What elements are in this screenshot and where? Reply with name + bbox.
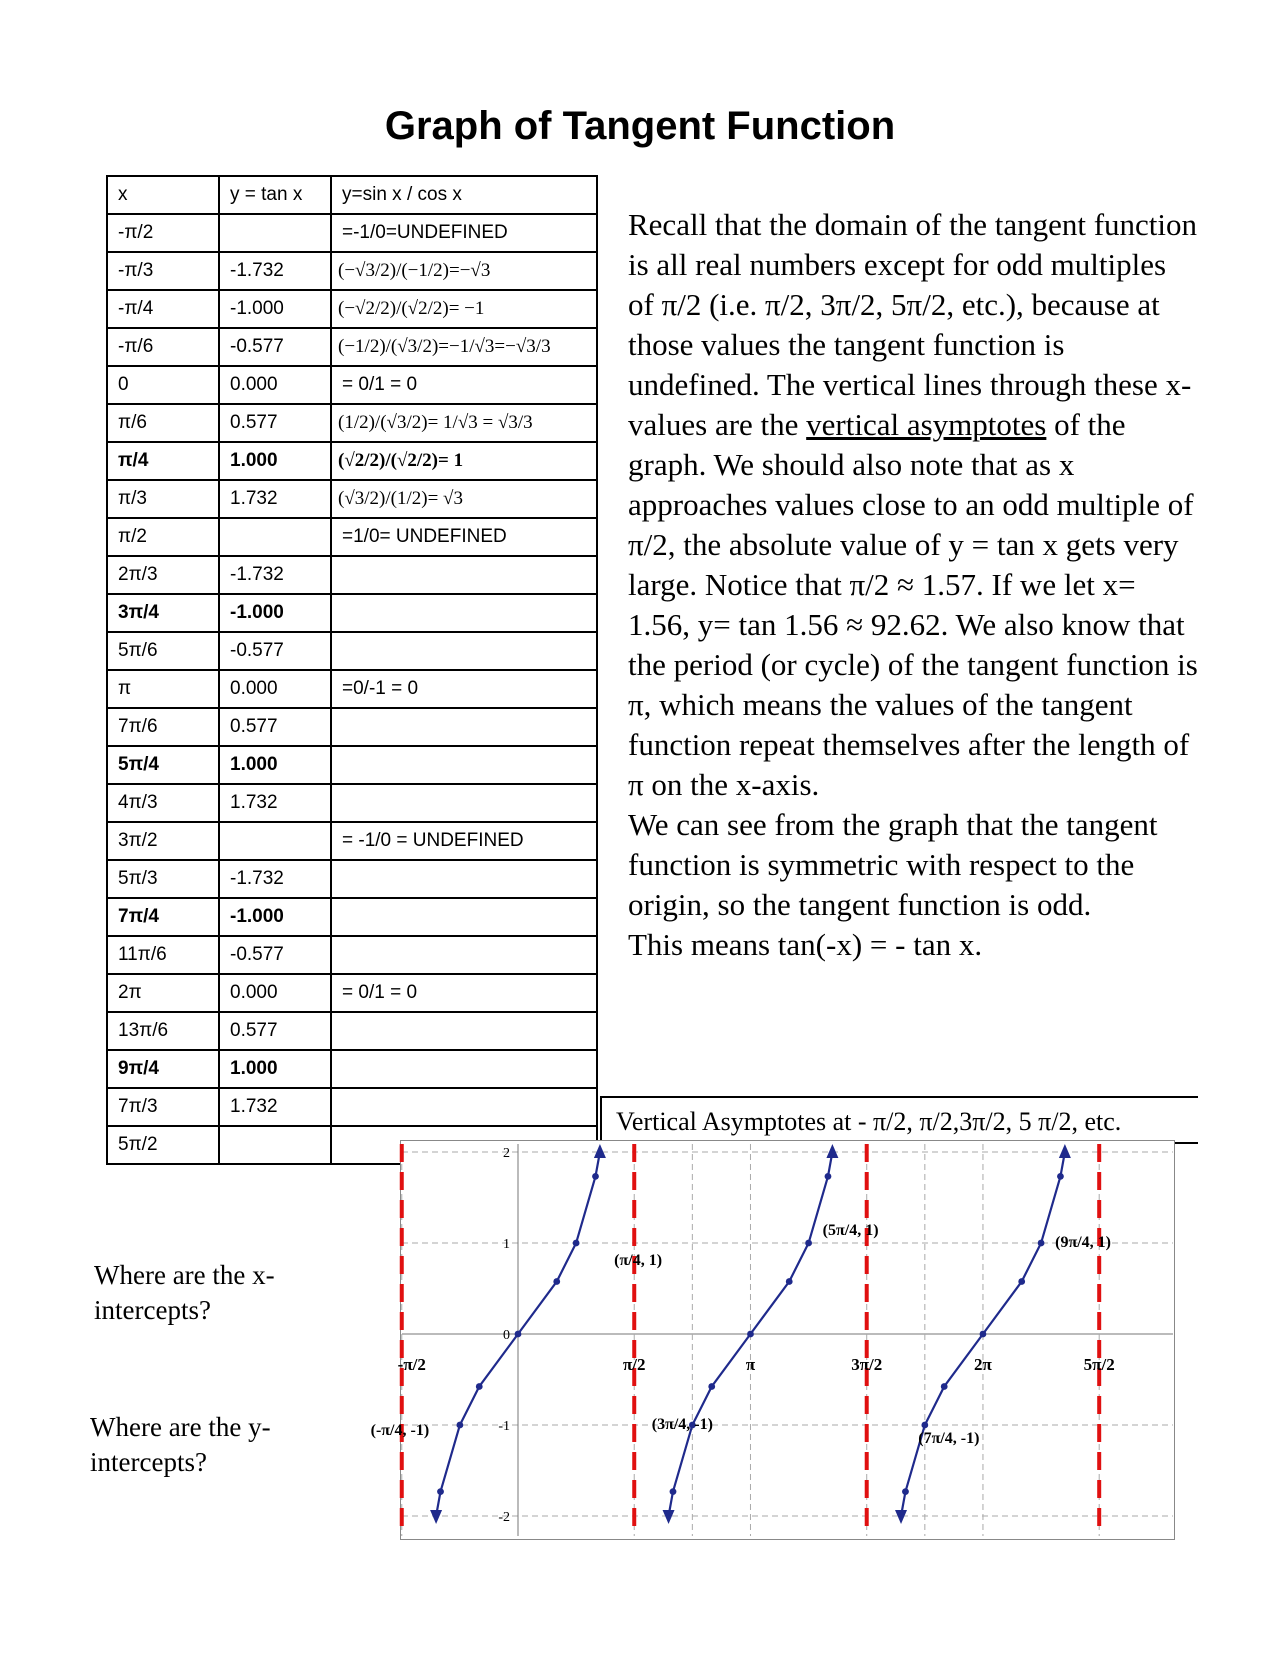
x-tick-label: π/2 (622, 1355, 646, 1374)
y-tick-label: 1 (503, 1237, 510, 1252)
ratio-cell (331, 1012, 597, 1050)
ratio-cell: = 0/1 = 0 (331, 366, 597, 404)
x-cell: 5π/6 (107, 632, 219, 670)
data-point (573, 1240, 580, 1247)
table-header-cell: y=sin x / cos x (331, 176, 597, 214)
table-header-cell: x (107, 176, 219, 214)
x-cell: 2π/3 (107, 556, 219, 594)
tan-cell: 1.000 (219, 1050, 331, 1088)
y-tick-label: 0 (503, 1328, 510, 1343)
x-cell: 2π (107, 974, 219, 1012)
data-point (456, 1422, 463, 1429)
data-point (1018, 1278, 1025, 1285)
x-tick-label: 2π (974, 1355, 992, 1374)
table-row (107, 480, 597, 518)
page-title: Graph of Tangent Function (384, 104, 896, 148)
table-row (107, 632, 597, 670)
point-annotation: (9π/4, 1) (1055, 1234, 1112, 1251)
tan-cell: 1.732 (219, 480, 331, 518)
tan-cell: 1.000 (219, 746, 331, 784)
tan-cell: 0.577 (219, 1012, 331, 1050)
explanation-text (628, 205, 1198, 965)
x-cell: 0 (107, 366, 219, 404)
data-point (515, 1331, 522, 1338)
plot-frame (401, 1141, 1175, 1540)
tan-cell: -1.000 (219, 594, 331, 632)
ratio-cell (331, 556, 597, 594)
tan-cell: -1.000 (219, 290, 331, 328)
table-row (107, 1012, 597, 1050)
tan-cell: 0.000 (219, 366, 331, 404)
tan-cell: -1.732 (219, 252, 331, 290)
tan-cell: 0.000 (219, 670, 331, 708)
ratio-cell: (−√3/2)/(−1/2)=−√3 (331, 252, 597, 290)
ratio-cell: = -1/0 = UNDEFINED (331, 822, 597, 860)
vertical-asymptotes-term: vertical asymptotes (806, 407, 1047, 442)
ratio-cell (331, 898, 597, 936)
paragraph-domain (628, 205, 1198, 805)
point-annotation: (7π/4, -1) (918, 1430, 980, 1447)
table-row (107, 214, 597, 252)
data-point (708, 1383, 715, 1390)
tan-cell: -1.732 (219, 860, 331, 898)
tan-cell: 0.577 (219, 708, 331, 746)
x-cell: -π/2 (107, 214, 219, 252)
table-row (107, 1088, 597, 1126)
ratio-cell: (1/2)/(√3/2)= 1/√3 = √3/3 (331, 404, 597, 442)
table-row (107, 860, 597, 898)
x-tick-label: π (745, 1355, 756, 1374)
point-annotation: (-π/4, -1) (370, 1422, 430, 1439)
data-point (980, 1331, 987, 1338)
table-row (107, 252, 597, 290)
tan-cell (219, 1126, 331, 1164)
tan-cell: 0.000 (219, 974, 331, 1012)
ratio-cell (331, 1088, 597, 1126)
point-annotation: (3π/4, -1) (651, 1416, 713, 1433)
table-row (107, 822, 597, 860)
x-cell: 7π/3 (107, 1088, 219, 1126)
point-annotation: (5π/4, 1) (822, 1222, 879, 1239)
tan-cell: 0.577 (219, 404, 331, 442)
table-row (107, 442, 597, 480)
table-row (107, 328, 597, 366)
ratio-cell (331, 1050, 597, 1088)
tan-cell: -1.732 (219, 556, 331, 594)
table-row (107, 936, 597, 974)
table-row (107, 746, 597, 784)
x-tick-label: -π/2 (397, 1355, 426, 1374)
table-header-cell: y = tan x (219, 176, 331, 214)
x-cell: 7π/4 (107, 898, 219, 936)
x-cell: -π/4 (107, 290, 219, 328)
ratio-cell: (√2/2)/(√2/2)= 1 (331, 442, 597, 480)
point-annotation: (π/4, 1) (614, 1252, 663, 1269)
paragraph-domain-part1: Recall that the domain of the tangent function is all real numbers except for odd multiples of π/2 (i.e. π/2, 3π/2, 5π/2, etc.), because at those values the tangent function is undefined. The vertical lines through these x-values are the (628, 207, 1198, 442)
question-x-intercepts: Where are the x-intercepts? (94, 1260, 275, 1325)
x-cell: π/3 (107, 480, 219, 518)
x-cell: 5π/4 (107, 746, 219, 784)
table-row (107, 594, 597, 632)
y-tick-label: -2 (498, 1510, 510, 1525)
ratio-cell (331, 860, 597, 898)
tan-cell (219, 518, 331, 556)
x-cell: 3π/2 (107, 822, 219, 860)
y-tick-label: 2 (503, 1146, 510, 1161)
tan-cell: -1.000 (219, 898, 331, 936)
x-cell: π (107, 670, 219, 708)
x-tick-label: 5π/2 (1083, 1355, 1115, 1374)
data-point (921, 1422, 928, 1429)
x-cell: -π/3 (107, 252, 219, 290)
ratio-cell (331, 936, 597, 974)
asymptotes-caption: Vertical Asymptotes at - π/2, π/2,3π/2, 5 π/2, etc. (600, 1096, 1198, 1144)
x-cell: π/2 (107, 518, 219, 556)
values-table (106, 175, 598, 1165)
table-row (107, 898, 597, 936)
table-row (107, 366, 597, 404)
x-cell: 9π/4 (107, 1050, 219, 1088)
paragraph-odd: This means tan(-x) = - tan x. (628, 927, 983, 962)
table-header-row (107, 176, 597, 214)
ratio-cell: (−√2/2)/(√2/2)= −1 (331, 290, 597, 328)
table-row (107, 708, 597, 746)
x-cell: -π/6 (107, 328, 219, 366)
ratio-cell (331, 784, 597, 822)
ratio-cell: =-1/0=UNDEFINED (331, 214, 597, 252)
paragraph-symmetry: We can see from the graph that the tangent function is symmetric with respect to the origin, so the tangent function is odd. (628, 807, 1158, 922)
tan-cell: 1.000 (219, 442, 331, 480)
data-point (786, 1278, 793, 1285)
x-cell: 7π/6 (107, 708, 219, 746)
ratio-cell: (−1/2)/(√3/2)=−1/√3=−√3/3 (331, 328, 597, 366)
tan-cell: 1.732 (219, 1088, 331, 1126)
x-cell: π/6 (107, 404, 219, 442)
data-point (476, 1383, 483, 1390)
x-tick-label: 3π/2 (851, 1355, 883, 1374)
ratio-cell (331, 746, 597, 784)
tan-cell: 1.732 (219, 784, 331, 822)
data-point (902, 1488, 909, 1495)
x-cell: 5π/2 (107, 1126, 219, 1164)
table-row (107, 670, 597, 708)
ratio-cell: (√3/2)/(1/2)= √3 (331, 480, 597, 518)
x-cell: 11π/6 (107, 936, 219, 974)
table-row (107, 518, 597, 556)
ratio-cell (331, 632, 597, 670)
ratio-cell (331, 708, 597, 746)
tangent-graph (370, 1140, 1175, 1540)
table-row (107, 974, 597, 1012)
data-point (670, 1488, 677, 1495)
y-tick-label: -1 (498, 1419, 510, 1434)
data-point (747, 1331, 754, 1338)
ratio-cell: =1/0= UNDEFINED (331, 518, 597, 556)
x-cell: 4π/3 (107, 784, 219, 822)
paragraph-domain-part2: of the graph. We should also note that as x approaches values close to an odd multiple of π/2, the absolute value of y = tan x gets very large. Notice that π/2 ≈ 1.57. If we let x= 1.56, y= tan 1.56 ≈ 92.62. We also know that the period (or cycle) of the tangent function is π, which means the values of the tangent function repeat themselves after the length of π on the x-axis. (628, 407, 1198, 802)
data-point (1038, 1240, 1045, 1247)
table-row (107, 556, 597, 594)
table-row (107, 784, 597, 822)
table-row (107, 290, 597, 328)
x-cell: 3π/4 (107, 594, 219, 632)
table-row (107, 404, 597, 442)
tan-cell (219, 822, 331, 860)
data-point (941, 1383, 948, 1390)
table-row (107, 1050, 597, 1088)
ratio-cell (331, 594, 597, 632)
x-cell: 13π/6 (107, 1012, 219, 1050)
data-point (825, 1173, 832, 1180)
ratio-cell: = 0/1 = 0 (331, 974, 597, 1012)
ratio-cell: =0/-1 = 0 (331, 670, 597, 708)
data-point (553, 1278, 560, 1285)
data-point (805, 1240, 812, 1247)
data-point (592, 1173, 599, 1180)
tan-cell: -0.577 (219, 936, 331, 974)
tan-cell: -0.577 (219, 328, 331, 366)
question-y-intercepts: Where are the y-intercepts? (90, 1412, 271, 1477)
tan-cell: -0.577 (219, 632, 331, 670)
x-cell: 5π/3 (107, 860, 219, 898)
data-point (1057, 1173, 1064, 1180)
data-point (437, 1488, 444, 1495)
x-cell: π/4 (107, 442, 219, 480)
tan-cell (219, 214, 331, 252)
